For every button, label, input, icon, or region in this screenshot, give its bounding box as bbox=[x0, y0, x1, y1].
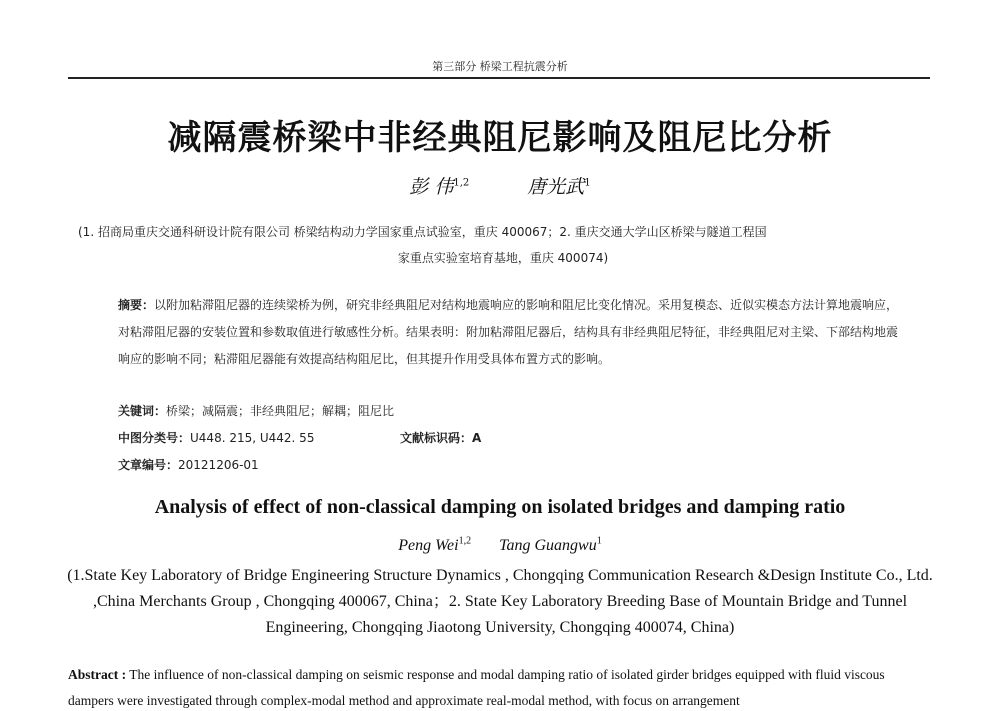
chinese-affiliation bbox=[78, 219, 928, 271]
article-number-label: 文章编号： bbox=[118, 458, 179, 472]
affiliation-cn-line2: 家重点实验室培育基地，重庆 400074) bbox=[397, 251, 609, 265]
keywords-line bbox=[118, 402, 394, 419]
english-abstract bbox=[68, 662, 930, 711]
author-cn-2 bbox=[527, 176, 590, 198]
chinese-abstract bbox=[118, 292, 908, 373]
doc-code-value: A bbox=[472, 431, 482, 445]
author-name: 彭 伟 bbox=[409, 176, 454, 198]
english-authors bbox=[0, 536, 1000, 555]
doc-code-label: 文献标识码： bbox=[400, 431, 473, 445]
author-affil-mark: 1 bbox=[584, 177, 591, 189]
header-rule bbox=[68, 77, 930, 79]
keywords-text: 桥梁；减隔震；非经典阻尼；解耦；阻尼比 bbox=[166, 404, 395, 418]
article-number-text: 20121206-01 bbox=[178, 458, 259, 472]
abstract-cn-label: 摘要： bbox=[118, 298, 155, 312]
author-affil-mark: 1,2 bbox=[458, 536, 472, 547]
keywords-label: 关键词： bbox=[118, 404, 167, 418]
author-cn-1 bbox=[409, 176, 469, 198]
clc-text: U448. 215, U442. 55 bbox=[190, 431, 315, 445]
doc-code bbox=[400, 429, 481, 446]
affiliation-cn-line1: (1. 招商局重庆交通科研设计院有限公司 桥梁结构动力学国家重点试验室，重庆 400067；2. 重庆交通大学山区桥梁与隧道工程国 bbox=[78, 225, 767, 239]
clc-label: 中图分类号： bbox=[118, 431, 191, 445]
chinese-authors bbox=[0, 172, 1000, 199]
author-name: 唐光武 bbox=[527, 176, 585, 198]
author-affil-mark: 1 bbox=[596, 536, 602, 547]
abstract-en-text: The influence of non-classical damping on seismic response and modal damping ratio of isolated girder bridges equipped with fluid viscous dampers were investigated through complex-modal method and approximate real-modal method, with focus on arrangement bbox=[68, 667, 885, 708]
english-title: Analysis of effect of non-classical damping on isolated bridges and damping ratio bbox=[154, 496, 846, 518]
abstract-cn-text: 以附加粘滞阻尼器的连续梁桥为例，研究非经典阻尼对结构地震响应的影响和阻尼比变化情况。采用复模态、近似实模态方法计算地震响应，对粘滞阻尼器的安装位置和参数取值进行敏感性分析。结果表明：附加粘滞阻尼器后，结构具有非经典阻尼特征，非经典阻尼对主梁、下部结构地震响应的影响不同；粘滞阻尼器能有效提高结构阻尼比，但其提升作用受具体布置方式的影响。 bbox=[118, 298, 899, 366]
author-name: Tang Guangwu bbox=[499, 537, 597, 555]
author-en-2 bbox=[499, 537, 602, 554]
chinese-title: 减隔震桥梁中非经典阻尼影响及阻尼比分析 bbox=[167, 118, 833, 158]
author-affil-mark: 1,2 bbox=[453, 177, 470, 189]
running-header: 第三部分 桥梁工程抗震分析 bbox=[432, 60, 568, 73]
author-name: Peng Wei bbox=[398, 537, 459, 555]
english-affiliation: (1.State Key Laboratory of Bridge Engineering Structure Dynamics , Chongqing Communication Research &Design Institute Co., Ltd. ,China Merchants Group , Chongqing 400067, China；2. State Key Laboratory Breeding Base of Mountain Bridge and Tunnel Engineering, Chongqing Jiaotong University, Chongqing 400074, China) bbox=[67, 567, 933, 636]
abstract-en-label: Abstract : bbox=[68, 667, 127, 682]
clc-line bbox=[118, 429, 482, 446]
author-en-1 bbox=[398, 537, 471, 554]
article-number-line bbox=[118, 456, 259, 473]
